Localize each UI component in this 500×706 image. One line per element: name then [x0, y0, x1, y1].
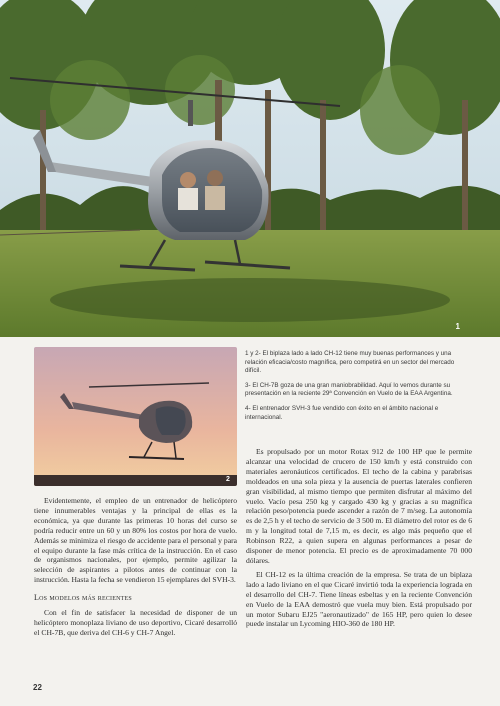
page-number: 22 [33, 683, 42, 692]
caption-4: 4- El entrenador SVH-3 fue vendido con éxito en el ámbito nacional e internacional. [245, 404, 439, 421]
photo-captions [245, 350, 471, 428]
left-paragraph-2: Con el fin de satisfacer la necesidad de disponer de un helicóptero monoplaza liviano de uso deportivo, Cicaré desarrolló el CH-7B, que deriva del CH-6 y CH-7 Angel. [34, 608, 237, 637]
main-photo-illustration [0, 0, 500, 337]
right-paragraph-2: El CH-12 es la última creación de la empresa. Se trata de un biplaza lado a lado liviano en el que Cicaré invirtió toda la experiencia lograda en el desarrollo del CH-7. Tiene líneas esbeltas y en la reciente Convención en Vuelo de la EAA demostró que vuela muy bien. Está propulsado por un motor Subaru EJ25 "aeronautizado" de 165 HP, pero quien lo desee puede instalar un Lycoming HIO-360 de 180 HP. [246, 569, 472, 629]
caption-3: 3- El CH-7B goza de una gran maniobrabilidad. Aquí lo vemos durante su presentación en la reciente 29ª Convención en Vuelo de la EAA Argentina. [245, 381, 453, 398]
small-photo-number: 2 [226, 476, 230, 483]
left-column [34, 496, 237, 638]
right-paragraph-1: Es propulsado por un motor Rotax 912 de 100 HP que le permite alcanzar una velocidad de crucero de 150 km/h y está construido con materiales aeronáuticos certificados. El techo de la cabina y parabrisas moldeados en una sola pieza y la ausencia de puertas laterales confieren gran visibilidad, al mismo tiempo que permiten disfrutar al máximo del vuelo. Vacío pesa 250 kg y cargado 430 kg y gracias a su magnífica relación peso/potencia puede ascender a razón de 7 m/seg. La autonomía es de 2,5 h y el techo de servicio de 3 500 m. El diámetro del rotor es de 6 m y la longitud total de 7,15 m, es decir, es algo más pequeño que el Robinson R22, a quien supera en algunas performances a pesar de disponer de menor potencia. El precio es de aproximadamente 70 000 dólares. [246, 447, 472, 565]
section-heading: Los modelos más recientes [34, 593, 132, 603]
left-paragraph-1: Evidentemente, el empleo de un entrenador de helicóptero tiene innumerables ventajas y la principal de ellas es la económica, ya que durante las primeras 10 horas del curso se podría reducir entre un 60 y un 80% los costos por hora de vuelo. Además se minimiza el riesgo de accidente para el personal y para el equipo durante la fase más crítica de la instrucción. En el caso de organismos nacionales, por ejemplo, permite agilizar la selección de aspirantes a pilotos antes de continuar con la instrucción. Hasta la fecha se vendieron 15 ejemplares del SVH-3. [34, 496, 237, 585]
main-helicopter-photo [0, 0, 500, 337]
main-photo-number: 1 [455, 322, 460, 331]
caption-1-2: 1 y 2- El biplaza lado a lado CH-12 tiene muy buenas performances y una relación eficacia/costo magnífica, pero competirá en un sector del mercado difícil. [245, 350, 455, 375]
small-photo-illustration [34, 347, 237, 486]
right-column [246, 447, 472, 629]
small-helicopter-photo [34, 347, 237, 486]
